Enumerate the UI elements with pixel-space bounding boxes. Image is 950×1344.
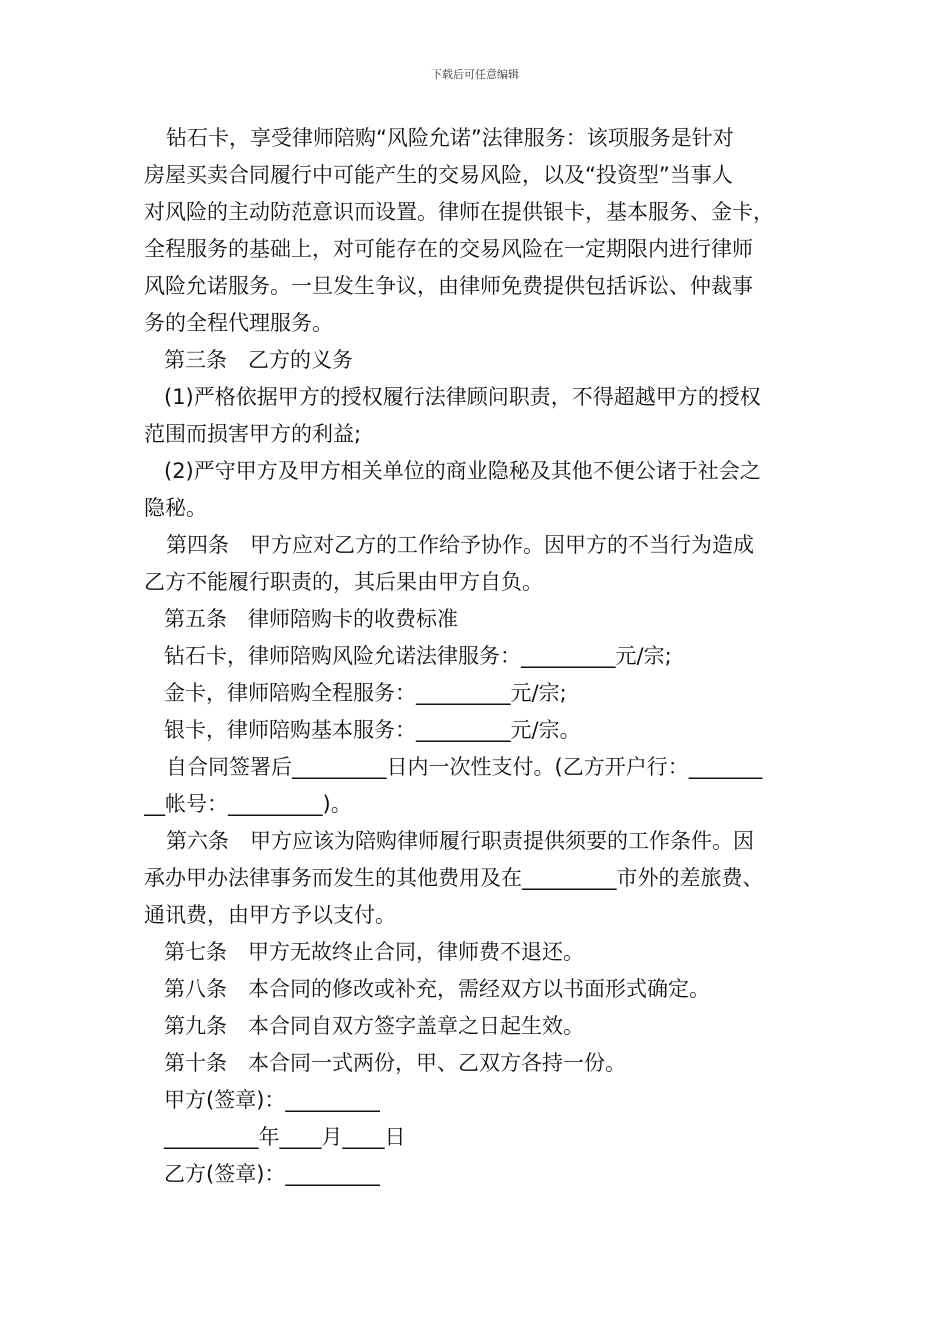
text-line: 承办甲办法律事务而发生的其他费用及在_________市外的差旅费、 bbox=[144, 866, 764, 890]
document-body bbox=[144, 120, 816, 1193]
text-line: (1)严格依据甲方的授权履行法律顾问职责，不得超越甲方的授权 bbox=[164, 385, 761, 409]
text-line: 范围而损害甲方的利益; bbox=[144, 422, 362, 446]
party-a-signature: 甲方(签章)：_________ bbox=[164, 1088, 380, 1112]
article-9-text: 第九条 本合同自双方签字盖章之日起生效。 bbox=[164, 1014, 584, 1038]
text-line: 风险允诺服务。一旦发生争议，由律师免费提供包括诉讼、仲裁事 bbox=[144, 274, 753, 298]
text-line: (2)严守甲方及甲方相关单位的商业隐秘及其他不便公诸于社会之 bbox=[164, 459, 761, 483]
article-5-heading: 第五条 律师陪购卡的收费标准 bbox=[164, 607, 458, 631]
text-line: __帐号：_________)。 bbox=[144, 792, 352, 816]
fee-gold-card: 金卡，律师陪购全程服务：_________元/宗; bbox=[164, 681, 567, 705]
fee-silver-card: 银卡，律师陪购基本服务：_________元/宗。 bbox=[164, 718, 581, 742]
text-line: 务的全程代理服务。 bbox=[144, 311, 333, 335]
article-3-heading: 第三条 乙方的义务 bbox=[164, 348, 353, 372]
article-6-text: 第六条 甲方应该为陪购律师履行职责提供须要的工作条件。因 bbox=[166, 829, 754, 853]
fee-diamond-card: 钻石卡，律师陪购风险允诺法律服务：_________元/宗; bbox=[164, 644, 672, 668]
signature-date: _________年____月____日 bbox=[164, 1125, 406, 1149]
text-line: 钻石卡，享受律师陪购“风险允诺”法律服务：该项服务是针对 bbox=[166, 126, 734, 150]
text-line: 通讯费，由甲方予以支付。 bbox=[144, 903, 396, 927]
text-line: 对风险的主动防范意识而设置。律师在提供银卡，基本服务、金卡， bbox=[144, 200, 774, 224]
text-line: 房屋买卖合同履行中可能产生的交易风险，以及“投资型”当事人 bbox=[144, 163, 733, 187]
party-b-signature: 乙方(签章)：_________ bbox=[164, 1162, 380, 1186]
article-8-text: 第八条 本合同的修改或补充，需经双方以书面形式确定。 bbox=[164, 977, 710, 1001]
article-4-text: 第四条 甲方应对乙方的工作给予协作。因甲方的不当行为造成 bbox=[166, 533, 754, 557]
article-7-text: 第七条 甲方无故终止合同，律师费不退还。 bbox=[164, 940, 584, 964]
text-line: 隐秘。 bbox=[144, 496, 207, 520]
article-10-text: 第十条 本合同一式两份，甲、乙双方各持一份。 bbox=[164, 1051, 626, 1075]
text-line: 全程服务的基础上，对可能存在的交易风险在一定期限内进行律师 bbox=[144, 237, 753, 261]
page-header-note: 下载后可任意编辑 bbox=[431, 68, 519, 81]
text-line: 乙方不能履行职责的，其后果由甲方自负。 bbox=[144, 570, 543, 594]
payment-terms: 自合同签署后_________日内一次性支付。(乙方开户行：_______ bbox=[166, 755, 763, 779]
